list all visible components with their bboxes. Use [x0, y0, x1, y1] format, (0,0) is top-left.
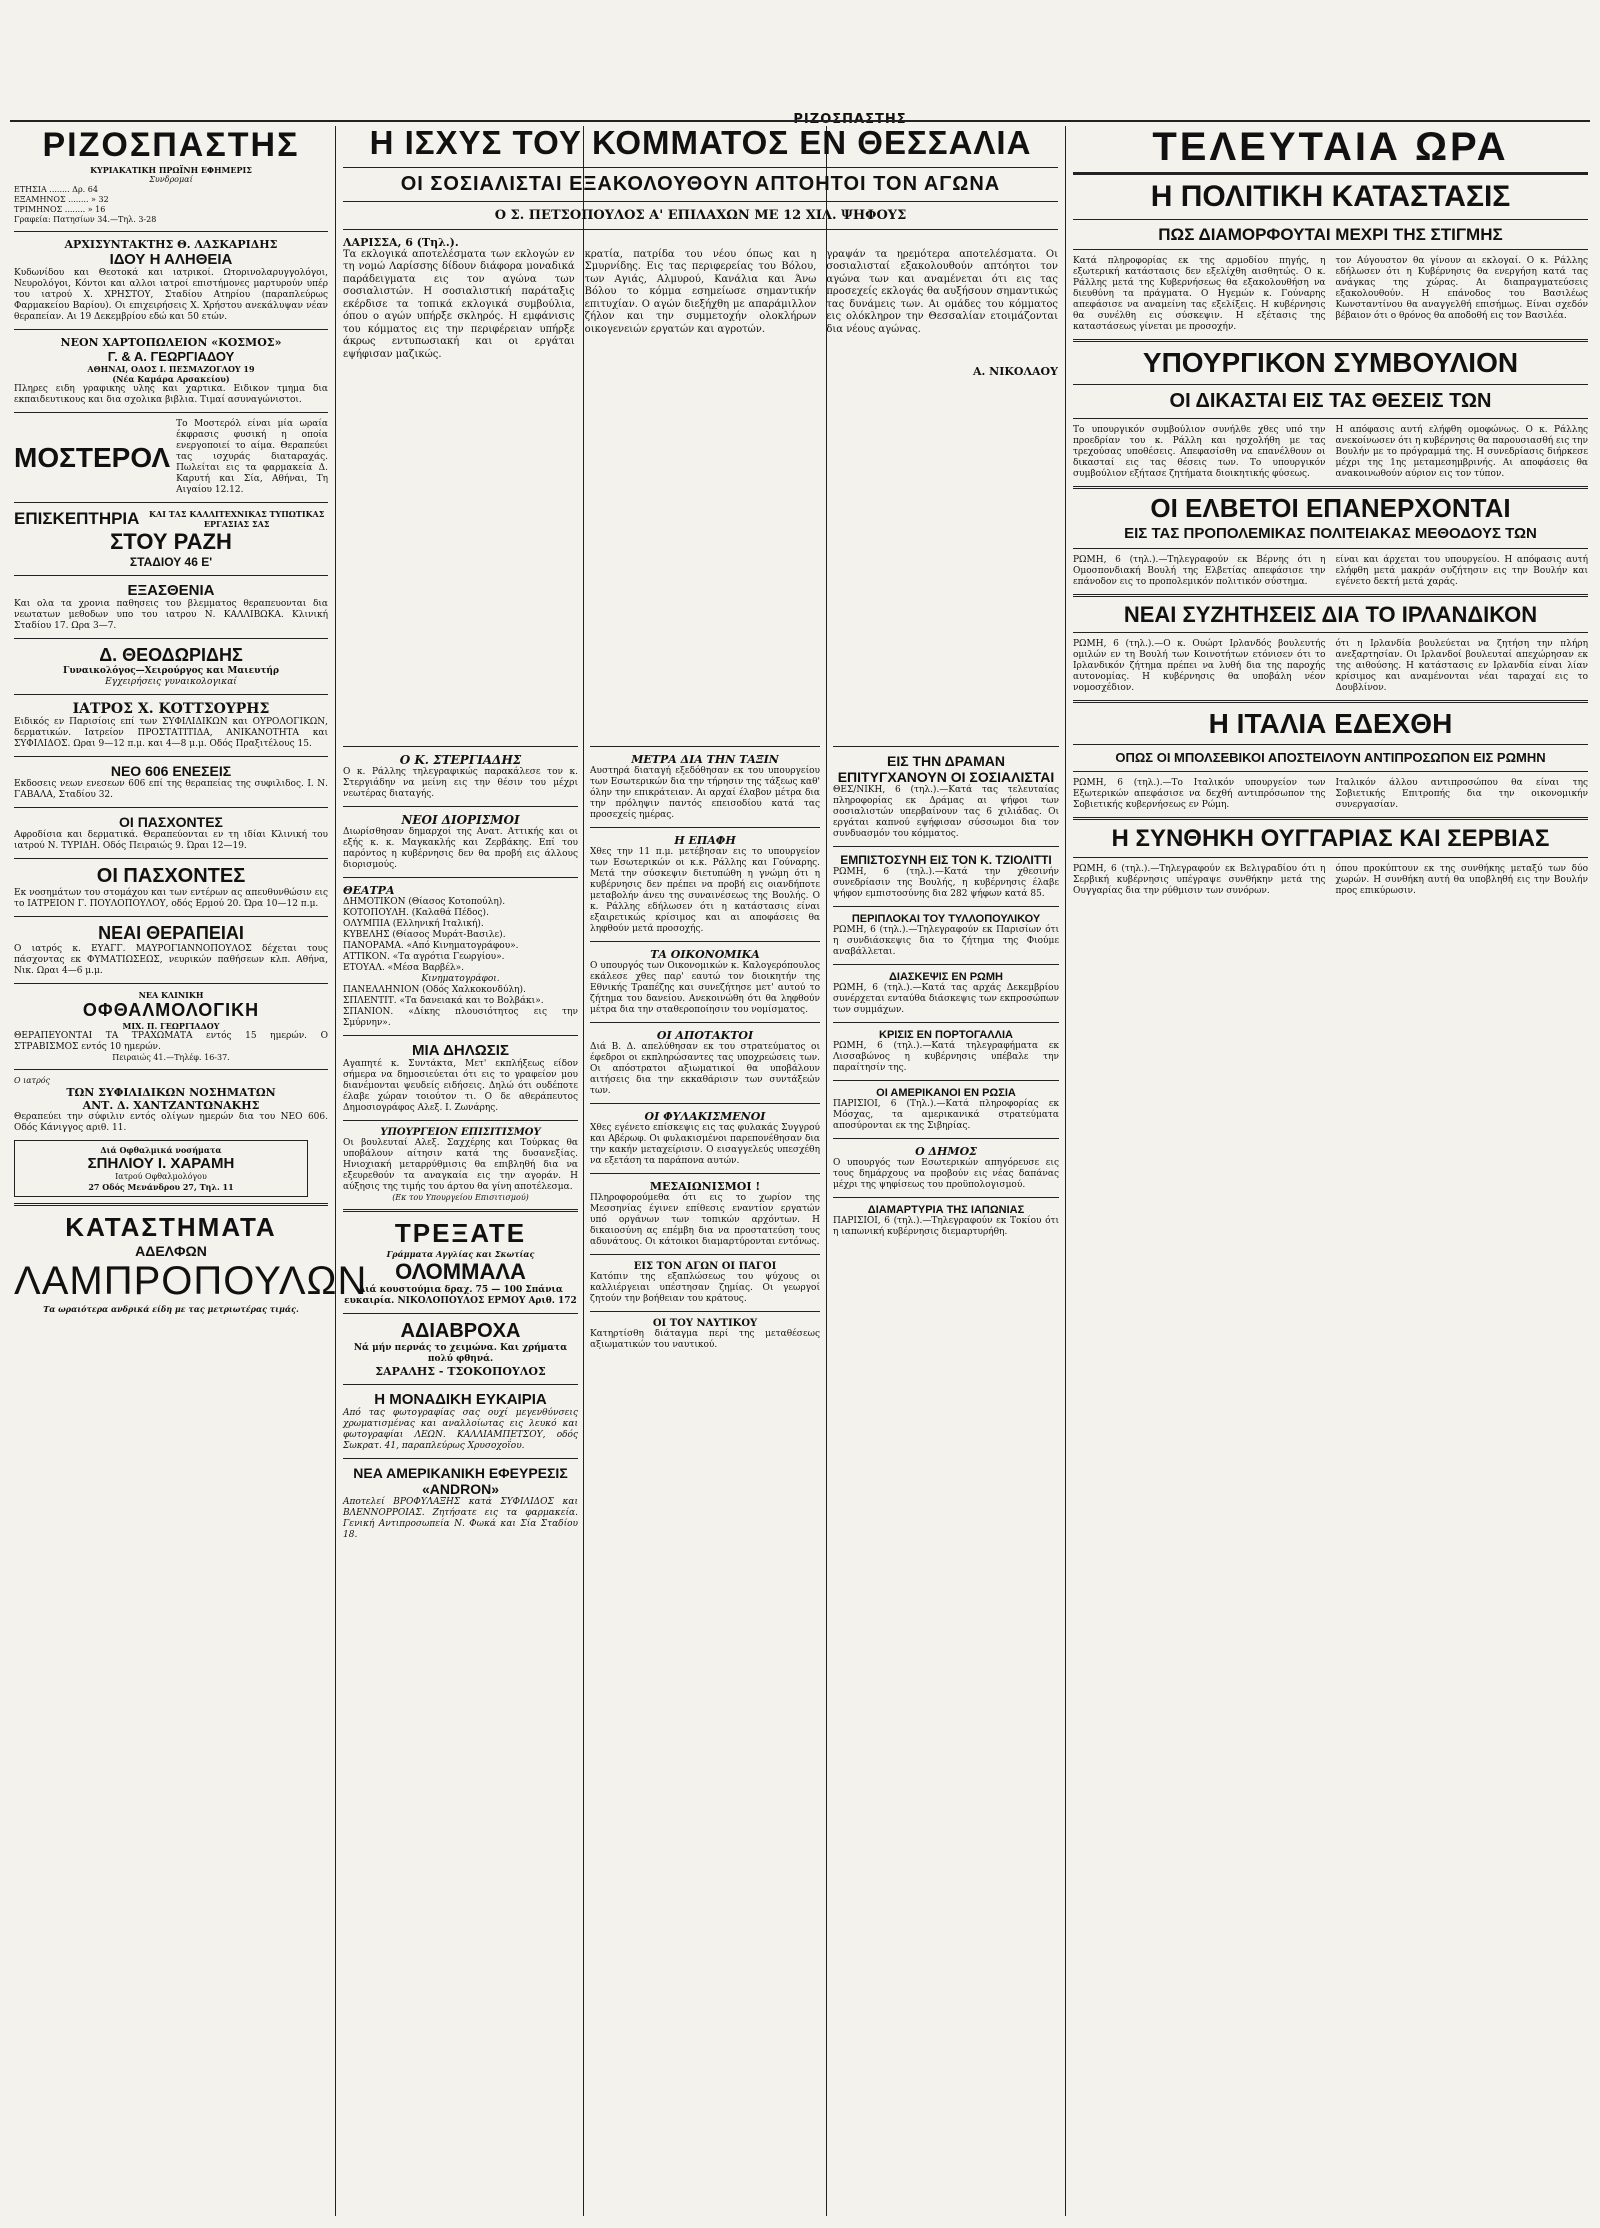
theatre-line: ΠΑΝΕΛΛΗΝΙΟΝ (Οδός Χαλκοκονδύλη). [343, 985, 526, 995]
subscription-heading: Συνδρομαί [149, 175, 193, 184]
lead-text-col: κρατία, πατρίδα του νέου όπως και η Σμυρνίδης. Εις τας περιφερείας του Βόλου, των Αγιάς, Αλμυρού, Κανάλια και Άνω Βόλου το κόμμα εσημείωσε σημαντικήν επιτυχίαν. Ο αγών διεξήχθη με απαράμιλλον ζήλον και την συμμετοχήν ολοκλήρων οικογενειών εργατών και αγροτών. [584, 248, 817, 335]
politics-text-col: Κατά πληροφορίας εκ της αρμοδίου πηγής, η εξωτερική κατάστασις δεν εξελίχθη αισθητώς. Ο κ. Ράλλης μετά της Κυβερνήσεως θα εξακολουθήση να διευθύνη τα πράγματα. Ο Ηγεμών κ. Γούναρης απεφάσισε να αναμείνη τας εξελίξεις. Η κυβέρνησις θα συνέλθη εις σύσκεψιν. Η εξέτασις της καταστάσεως γίνεται με προσοχήν. [1073, 256, 1326, 333]
news-stergiadis-head: Ο Κ. ΣΤΕΡΓΙΑΔΗΣ [399, 753, 522, 767]
masthead-subtitle: ΚΥΡΙΑΚΑΤΙΚΗ ΠΡΩΪΝΗ ΕΦΗΜΕΡΙΣ [90, 165, 252, 175]
news-finance-text: Ο υπουργός των Οικονομικών κ. Καλογερόπουλος εκάλεσε χθες παρ' εαυτώ τον διοικητήν της Εθνικής Τραπέζης και συνεζήτησε μετ' αυτού το ζήτημα του δανείου. Ανεκοινώθη ότι θα ληφθούν μέτρα δια την σταθεροποίησιν του νομίσματος. [590, 961, 820, 1015]
news-confidence-head: ΕΜΠΙΣΤΟΣΥΝΗ ΕΙΣ ΤΟΝ Κ. ΤΖΙΟΛΙΤΤΙ [840, 853, 1052, 867]
ad-doctor1-sub: Εγχειρήσεις γυναικολογικαί [105, 677, 237, 687]
news-japan-head: ΔΙΑΜΑΡΤΥΡΙΑ ΤΗΣ ΙΑΠΩΝΙΑΣ [867, 1204, 1025, 1216]
theatre-line: ΣΠΑΝΙΟΝ. «Δίκης πλουσιότητος εις την Σμύρνην». [343, 1007, 578, 1028]
ad-clinic-text: ΘΕΡΑΠΕΥΟΝΤΑΙ ΤΑ ΤΡΑΧΩΜΑΤΑ εντός 15 ημερών. Ο ΣΤΡΑΒΙΣΜΟΣ εντός 10 ημερών. [14, 1031, 328, 1052]
italy-text-col: ΡΩΜΗ, 6 (τηλ.).—Το Ιταλικόν υπουργείον των Εξωτερικών απεφάσισε να δεχθή αντιπρόσωπον της Σοβιετικής κυβερνήσεως εν Ρώμη. [1073, 777, 1326, 810]
ad-optic-line: ΣΠΗΛΙΟΥ Ι. ΧΑΡΑΜΗ [87, 1155, 235, 1172]
news-medieval-head: ΜΕΣΑΙΩΝΙΣΜΟΙ ! [649, 1180, 761, 1193]
theatre-line: ΟΛΥΜΠΙΑ (Ελληνική Ιταλική). [343, 919, 484, 929]
ad-mosterol-title: ΜΟΣΤΕΡΟΛ [14, 441, 171, 473]
news-complications-head: ΠΕΡΙΠΛΟΚΑΙ ΤΟΥ ΤΥΛΛΟΠΟΥΛΙΚΟΥ [851, 913, 1041, 925]
ad-stores-name: ΛΑΜΠΡΟΠΟΥΛΩΝ [14, 1259, 368, 1303]
ad-sufferers2-text: Εκ νοσημάτων του στομάχου και των εντέρων ας απευθυνθώσιν εις το ΙΑΤΡΕΙΟΝ Γ. ΠΟΥΛΟΠΟΥΛΟΥ, οδός Ερμού 20. Ώρα 10—12 π.μ. [14, 888, 328, 909]
ad-optic-box [14, 1140, 308, 1197]
ad-shop-text: Πληρες ειδη γραφικης υλης και χαρτικα. Ειδικον τμημα δια εκπαιδευτικους και δια σχολικα βιβλια. Τιμαί ασυναγώνιστοι. [14, 384, 328, 405]
italy-subheadline: ΟΠΩΣ ΟΙ ΜΠΟΛΣΕΒΙΚΟΙ ΑΠΟΣΤΕΙΛΟΥΝ ΑΝΤΙΠΡΟΣΩΠΟΝ ΕΙΣ ΡΩΜΗΝ [1115, 750, 1546, 766]
ad-shop-subtitle: (Νέα Καμάρα Αρσακείου) [112, 374, 230, 384]
theatre-line: ΕΤΟΥΑΛ. «Μέσα Βαρβέλ». [343, 963, 464, 973]
lead-story [343, 126, 1058, 746]
ad-clinic-address: Πειραιώς 41.—Τηλέφ. 16-37. [112, 1053, 230, 1062]
ad-raincoats-text: Νά μήν περνάς το χειμώνα. Και χρήματα πολύ φθηνά. [353, 1343, 568, 1364]
column-rule [1065, 126, 1066, 2216]
cabinet-text-col: Το υπουργικόν συμβούλιον συνήλθε χθες υπό την προεδρίαν του κ. Ράλλη και ησχολήθη με τας τρεχούσας υποθέσεις. Απεφασίσθη να επανέλθουν οι δικασταί εις τας θέσεις των. Το υπουργικόν συμβούλιον εξήτασε ζητήματα διοικητικής φύσεως. [1073, 424, 1326, 479]
masthead: ΡΙΖΟΣΠΑΣΤΗΣ [42, 126, 300, 164]
news-contact-text: Χθες την 11 π.μ. μετέβησαν εις το υπουργείον των Εσωτερικών οι κ.κ. Ράλλης και Γούναρης. Μετά την σύσκεψιν διετυπώθη η γνώμη ότι η κυβέρνησις δεν πρέπει να προβή εις οιανδήποτε μεταβολήν άνευ της συναινέσεως της Βουλής. Ο κ. Ράλλης εδήλωσεν ότι η κατάστασις είναι εξαιρετικώς κρίσιμος και αι αποφάσεις θα ληφθούν μετά προσοχής. [590, 847, 820, 934]
theatre-line: ΣΠΛΕΝΤΙΤ. «Τα δανειακά και το Βολβάκι». [343, 996, 544, 1006]
ad-doctor1-name: Δ. ΘΕΟΔΩΡΙΔΗΣ [99, 645, 243, 665]
news-frost-head: ΕΙΣ ΤΟΝ ΑΓΩΝ ΟΙ ΠΑΓΟΙ [633, 1261, 777, 1272]
theatre-line: ΚΥΒΕΛΗΣ (Θίασος Μυράτ-Βασιλε). [343, 930, 506, 940]
ad-run-text: Διά κουστούμια δραχ. 75 — 100 Σπάνια ευκαιρία. ΝΙΚΟΛΟΠΟΥΛΟΣ ΕΡΜΟΥ Αριθ. 172 [344, 1285, 577, 1306]
ad-treatments-title: ΝΕΑΙ ΘΕΡΑΠΕΙΑΙ [98, 923, 244, 943]
ad-sufferers-title: ΟΙ ΠΑΣΧΟΝΤΕΣ [119, 814, 223, 830]
news-prisoners-head: ΟΙ ΦΥΛΑΚΙΣΜΕΝΟΙ [644, 1110, 766, 1123]
ad-raincoats-title: ΑΔΙΑΒΡΟΧΑ [400, 1320, 521, 1342]
ad-treatments-text: Ο ιατρός κ. ΕΥΑΓΓ. ΜΑΥΡΟΓΙΑΝΝΟΠΟΥΛΟΣ δέχεται τους πάσχοντας εκ ΦΥΜΑΤΙΩΣΕΩΣ, νευρικών παθήσεων κλπ. Αθήνα, Νικ. Ωραι 4—6 μ.μ. [14, 944, 328, 976]
ad-clinic-doctor: ΜΙΧ. Π. ΓΕΩΡΓΙΑΔΟΥ [122, 1021, 220, 1031]
news-japan-text: ΠΑΡΙΣΙΟΙ, 6 (τηλ.).—Τηλεγραφούν εκ Τοκίου ότι η ιαπωνική κυβέρνησις διεμαρτυρήθη. [833, 1216, 1059, 1237]
news-frost-text: Κατόπιν της εξαπλώσεως του ψύχους οι καλλιέργειαι υπέστησαν ζημίας. Οι γεωργοί ζητούν την βοήθειαν του κράτους. [590, 1272, 820, 1304]
news-complications-text: ΡΩΜΗ, 6 (τηλ.).—Τηλεγραφούν εκ Παρισίων ότι η συνδιάσκεψις δια το ζήτημα της Φιούμε αναβάλλεται. [833, 925, 1059, 957]
lead-subheadline: ΟΙ ΣΟΣΙΑΛΙΣΤΑΙ ΕΞΑΚΟΛΟΥΘΟΥΝ ΑΠΤΟΗΤΟΙ ΤΟΝ ΑΓΩΝΑ [400, 172, 1001, 195]
news-drama-text: ΘΕΣ/ΝΙΚΗ, 6 (τηλ.).—Κατά τας τελευταίας πληροφορίας εκ Δράμας αι ψήφοι των σοσιαλιστών υπερβαίνουν τας 6 χιλιάδας. Οι εργάται καπνού εψήφισαν σύσσωμοι δια τον συνδυασμόν του κόμματος. [833, 785, 1059, 839]
politics-text-col: τον Αύγουστον θα γίνουν αι εκλογαί. Ο κ. Ράλλης εδήλωσεν ότι η Κυβέρνησις θα ενεργήση κατά τας ανάγκας της χώρας. Αι διαπραγματεύσεις εξακολουθούν. Η επάνοδος του Βασιλέως Κωνσταντίνου θα αναγγελθή επισήμως. Είναι σχεδόν βέβαιον ότι ο θρόνος θα αποδοθή εις τον Βασιλέα. [1335, 256, 1588, 322]
subscription-rate: ΤΡΙΜΗΝΟΣ ........ » 16 [14, 205, 106, 214]
news-order-head: ΜΕΤΡΑ ΔΙΑ ΤΗΝ ΤΑΞΙΝ [631, 753, 779, 766]
lead-deck: Ο Σ. ΠΕΤΣΟΠΟΥΛΟΣ Α' ΕΠΙΛΑΧΩΝ ΜΕ 12 ΧΙΛ. ΨΗΦΟΥΣ [494, 207, 907, 223]
ad-mosterol-text: Το Μοστερόλ είναι μία ωραία έκφρασις φυσική η οποία ενεργοποιεί το αίμα. Θεραπεύει τας ισχυράς διαταραχάς. Πωλείται εις τα φαρμακεία Δ. Καρυτή και Σία, Αθήναι, Τη Αιγαίου 12.12. [176, 419, 328, 495]
treaty-text-col: όπου προκύπτουν εκ της συνθήκης μεταξύ των δύο χωρών. Η συνθήκη αυτή θα υποβληθή εις την Βουλήν προς επικύρωσιν. [1335, 864, 1588, 897]
ad-clinic-title: ΟΦΘΑΛΜΟΛΟΓΙΚΗ [82, 1000, 260, 1020]
politics-headline: Η ΠΟΛΙΤΙΚΗ ΚΑΤΑΣΤΑΣΙΣ [1150, 180, 1511, 213]
news-navy-text: Κατηρτίσθη διάταγμα περί της μεταθέσεως αξιωματικών του ναυτικού. [590, 1329, 820, 1350]
swiss-subheadline: ΕΙΣ ΤΑΣ ΠΡΟΠΟΛΕΜΙΚΑΣ ΠΟΛΙΤΕΙΑΚΑΣ ΜΕΘΟΔΟΥΣ ΤΩΝ [1124, 525, 1537, 543]
right-column [1073, 126, 1588, 2221]
lead-dateline: ΛΑΡΙΣΣΑ, 6 (Τηλ.). [343, 235, 459, 249]
ad-sufferers-text: Αφροδίσια και δερματικά. Θεραπεύονται εν τη ιδίαι Κλινική του ιατρού Ν. ΤΥΡΙΔΗ. Οδός Πειραιώς 9. Ώραι 12—19. [14, 830, 328, 851]
subscription-rate: ΕΤΗΣΙΑ ........ Δρ. 64 [14, 185, 98, 194]
cabinet-text-col: Η απόφασις αυτή ελήφθη ομοφώνως. Ο κ. Ράλλης ανεκοίνωσεν ότι η κυβέρνησις θα παρουσιασθή εις την Βουλήν με το πρόγραμμά της. Η συνεδρίασις διήρκεσε μέχρι της 1ης μεταμεσημβρινής. Αι αποφάσεις θα ανακοινωθούν αύριον εις τον τύπον. [1335, 424, 1588, 479]
lead-byline: Α. ΝΙΚΟΛΑΟΥ [972, 365, 1058, 379]
ad-stores-tagline: Τα ωραιότερα ανδρικά είδη με τας μετριωτέρας τιμάς. [43, 1304, 299, 1314]
middle-column [590, 740, 820, 2220]
ad-cards-address: ΣΤΑΔΙΟΥ 46 Ε' [129, 555, 213, 569]
ministry-source: (Εκ του Υπουργείου Επισιτισμού) [392, 1193, 529, 1202]
news-americans-head: ΟΙ ΑΜΕΡΙΚΑΝΟΙ ΕΝ ΡΩΣΙΑ [876, 1087, 1016, 1099]
ad-syph-pre: Ο ιατρός [14, 1076, 51, 1085]
news-appointments-text: Διωρίσθησαν δημαρχοί της Ανατ. Αττικής και οι εξής κ. κ. Μαγκακλής και Ζερβάκης. Επί του παρόντος η κυβέρνησις δεν θα προβή εις άλλους διορισμούς. [343, 827, 578, 870]
treaty-headline: Η ΣΥΝΘΗΚΗ ΟΥΓΓΑΡΙΑΣ ΚΑΙ ΣΕΡΒΙΑΣ [1111, 824, 1550, 852]
ad-raincoats-name: ΣΑΡΑΛΗΣ - ΤΣΟΚΟΠΟΥΛΟΣ [375, 1365, 546, 1378]
news-drama-head: ΕΙΣ ΤΗΝ ΔΡΑΜΑΝ ΕΠΙΤΥΓΧΑΝΟΥΝ ΟΙ ΣΟΣΙΑΛΙΣΤΑΙ [837, 753, 1055, 785]
ad-clinic-pre: ΝΕΑ ΚΛΙΝΙΚΗ [138, 990, 204, 1000]
ad-606-title: ΝΕΟ 606 ΕΝΕΣΕΙΣ [110, 763, 232, 779]
ad-cards-title: ΕΠΙΣΚΕΠΤΗΡΙΑ [14, 509, 140, 528]
swiss-text-col: είναι και άρχεται του υπουργείου. Η απόφασις αυτή ελήφθη μετά μακράν συζήτησιν εις την Βουλήν και εγένετο δεκτή μετά χαράς. [1335, 554, 1588, 587]
ad-optic-line: Ιατρού Οφθαλμολόγου [115, 1172, 207, 1181]
news-municipality-text: Ο υπουργός των Εσωτερικών απηγόρευσε εις τους δημάρχους να προβούν εις νέας δαπάνας μέχρι της ψηφίσεως του προϋπολογισμού. [833, 1158, 1059, 1190]
ad-shop-address: ΑΘΗΝΑΙ, ΟΔΟΣ Ι. ΠΕΣΜΑΖΟΓΛΟΥ 19 [87, 364, 255, 374]
ad-run-title: ΤΡΕΞΑΤΕ [394, 1218, 527, 1248]
ad-sufferers2-title: ΟΙ ΠΑΣΧΟΝΤΕΣ [96, 865, 246, 887]
office-address: Γραφεία: Πατησίων 34.—Τηλ. 3-28 [14, 215, 157, 224]
right-middle-column [833, 740, 1059, 2220]
news-confidence-text: ΡΩΜΗ, 6 (τηλ.).—Κατά την χθεσινήν συνεδρίασιν της Βουλής, η κυβέρνησις έλαβε ψήφον εμπιστοσύνης δια 282 ψήφων κατά 85. [833, 867, 1059, 899]
top-rule [10, 120, 1590, 122]
treaty-text-col: ΡΩΜΗ, 6 (τηλ.).—Τηλεγραφούν εκ Βελιγραδίου ότι η Σερβική κυβέρνησις υπέγραψε συνθήκην μετά της Ουγγαρίας δια την ρύθμισιν των συνόρων. [1073, 864, 1326, 897]
ad-optic-line: 27 Οδός Μενάνδρου 27, Τηλ. 11 [88, 1182, 234, 1192]
ad-stores-sub: ΑΔΕΛΦΩΝ [135, 1243, 207, 1259]
ad-doctor2-name: ΙΑΤΡΟΣ Χ. ΚΟΤΤΣΟΥΡΗΣ [72, 701, 270, 717]
ad-606-text: Εκδοσεις νεων ενεσεων 606 επί της θεραπείας της συφιλιδος. Ι. Ν. ΓΑΒΑΛΑ, Σταδίου 32. [14, 779, 328, 800]
lead-headline: Η ΙΣΧΥΣ ΤΟΥ ΚΟΜΜΑΤΟΣ ΕΝ ΘΕΣΣΑΛΙΑ [369, 124, 1032, 161]
news-appointments-head: ΝΕΟΙ ΔΙΟΡΙΣΜΟΙ [401, 813, 520, 827]
ad-truth-title: ΙΔΟΥ Η ΑΛΗΘΕΙΑ [109, 251, 233, 268]
news-rome-conference-head: ΔΙΑΣΚΕΨΙΣ ΕΝ ΡΩΜΗ [888, 971, 1003, 983]
ad-andron-title: ΝΕΑ ΑΜΕΡΙΚΑΝΙΚΗ ΕΦΕΥΡΕΣΙΣ «ANDRON» [353, 1465, 568, 1497]
ministry-text: Οι βουλευταί Αλεξ. Σαχχέρης και Τούρκας θα υποβάλουν αίτησιν κατά της δυσανεξίας. Ηνιοχιακή μεταρρύθμισις θα επιβληθή δια να εξευρεθούν τα αναγκαία εις την αγοράν. Η αύξησις της τιμής του άρτου θα γίνη αποτέλεσμα. [343, 1138, 578, 1192]
running-head: ΡΙΖΟΣΠΑΣΤΗΣ [793, 112, 907, 127]
cabinet-subheadline: ΟΙ ΔΙΚΑΣΤΑΙ ΕΙΣ ΤΑΣ ΘΕΣΕΙΣ ΤΩΝ [1169, 389, 1492, 412]
news-municipality-head: Ο ΔΗΜΟΣ [915, 1145, 977, 1158]
ireland-headline: ΝΕΑΙ ΣΥΖΗΤΗΣΕΙΣ ΔΙΑ ΤΟ ΙΡΛΑΝΔΙΚΟΝ [1123, 601, 1538, 627]
ad-syph-text: Θεραπεύει την σύφιλιν εντός ολίγων ημερών δια του NEO 606. Οδός Κάνιγγος αριθ. 11. [14, 1112, 328, 1133]
ad-syph-title: ΤΩΝ ΣΥΦΙΛΙΔΙΚΩΝ ΝΟΣΗΜΑΤΩΝ [66, 1086, 276, 1099]
news-medieval-text: Πληροφορούμεθα ότι εις το χωρίον της Μεσσηνίας έγινεν επίθεσις εναντίον εργατών υπό οργάνων των τοπικών αρχόντων. Η δικαιοσύνη ας επέμβη δια να προστατεύση τους αδυνάτους. Οι κάτοικοι διαμαρτύρονται εντόνως. [590, 1193, 820, 1247]
news-order-text: Αυστηρά διαταγή εξεδόθησαν εκ του υπουργείου των Εσωτερικών δια την τήρησιν της τάξεως καθ' όλην την επικράτειαν. Αι αρχαί έλαβον μέτρα δια την πρόληψιν παντός επεισοδίου κατά τας προσεχείς ημέρας. [590, 766, 820, 820]
ad-opportunity-text: Από τας φωτογραφίας σας ουχί μεγενθύνσεις χρωματισμένας και αναλλοίωτας εις λευκό και φωτογραφίαι ΛΕΩΝ. ΚΑΛΛΙΑΜΠΕΤΣΟΥ, οδός Σωκρατ. 41, παραπλεύρως Χρυσοχοΐου. [343, 1408, 578, 1451]
theatre-line: ΠΑΝΟΡΑΜΑ. «Από Κινηματογράφου». [343, 941, 519, 951]
politics-subheadline: ΠΩΣ ΔΙΑΜΟΡΦΟΥΤΑΙ ΜΕΧΡΙ ΤΗΣ ΣΤΙΓΜΗΣ [1158, 224, 1503, 244]
news-navy-head: ΟΙ ΤΟΥ ΝΑΥΤΙΚΟΥ [652, 1318, 758, 1329]
center-left-column [343, 740, 578, 2220]
theatre-line: ΑΤΤΙΚΟΝ. «Τα αγρότια Γεωργίου». [343, 952, 505, 962]
ad-doctor1-spec: Γυναικολόγος—Χειρούργος και Μαιευτήρ [63, 666, 279, 676]
theatre-line: Κινηματογράφοι. [421, 974, 500, 984]
column-rule [335, 126, 336, 2216]
ad-eye-text: Και ολα τα χρονια παθησεις του βλεμματος θεραπευονται δια νεωτατων μεθοδων υπο του ιατρου Ν. ΚΑΛΛΙΒΩΚΑ. Κλινική Σταδίου 17. Ωρα 3—7. [14, 599, 328, 631]
news-portugal-head: ΚΡΙΣΙΣ ΕΝ ΠΟΡΤΟΓΑΛΛΙΑ [879, 1029, 1013, 1041]
swiss-headline: ΟΙ ΕΛΒΕΤΟΙ ΕΠΑΝΕΡΧΟΝΤΑΙ [1150, 492, 1511, 523]
news-stergiadis-text: Ο κ. Ράλλης τηλεγραφικώς παρακάλεσε τον κ. Στεργιάδην να μείνη εις την θέσιν του μέχρι νεωτέρας διαταγής. [343, 767, 578, 799]
editor-line: ΑΡΧΙΣΥΝΤΑΚΤΗΣ Θ. ΛΑΣΚΑΡΙΔΗΣ [64, 238, 278, 251]
ad-shop-title: ΝΕΟΝ ΧΑΡΤΟΠΩΛΕΙΟΝ «ΚΟΣΜΟΣ» [60, 336, 282, 349]
ireland-text-col: ΡΩΜΗ, 6 (τηλ.).—Ο κ. Ουώρτ Ιρλανδός βουλευτής ομιλών εν τη Βουλή των Κοινοτήτων ετόνισεν ότι το Ιρλανδικόν ζήτημα πρέπει να λυθή δια της παροχής αυτονομίας. Η κυβέρνησις θα υποβάλη νέον νομοσχέδιον. [1073, 638, 1326, 693]
italy-headline: Η ΙΤΑΛΙΑ ΕΔΕΧΘΗ [1208, 707, 1453, 739]
news-portugal-text: ΡΩΜΗ, 6 (τηλ.).—Κατά τηλεγραφήματα εκ Λισσαβώνος η κυβέρνησις υπέβαλε την παραίτησίν της. [833, 1041, 1059, 1073]
news-americans-text: ΠΑΡΙΣΙΟΙ, 6 (Τηλ.).—Κατά πληροφορίας εκ Μόσχας, τα αμερικανικά στρατεύματα αποσύρονται εκ της Σιβηρίας. [833, 1099, 1059, 1131]
lead-text-col: γραψάν τα ηρεμότερα αποτελέσματα. Οι σοσιαλισταί εξακολουθούν απτόητοι τον αγώνα των και αναμένεται ότι εις τας προσεχείς εκλογάς θα αυξήσουν σημαντικώς τας δυνάμεις των. Αι ομάδες του κόμματος εις ολόκληρον την Θεσσαλίαν ετοιμάζονται δια νέους αγώνας. [826, 248, 1059, 335]
news-discharged-head: ΟΙ ΑΠΟΤΑΚΤΟΙ [656, 1029, 754, 1042]
cabinet-headline: ΥΠΟΥΡΓΙΚΟΝ ΣΥΜΒΟΥΛΙΟΝ [1142, 347, 1519, 379]
ad-stores-title: ΚΑΤΑΣΤΗΜΑΤΑ [65, 1212, 277, 1242]
news-discharged-text: Διά Β. Δ. απελύθησαν εκ του στρατεύματος οι έφεδροι οι εκπληρώσαντες τας υποχρεώσεις των. Οι απόστρατοι αξιωματικοί θα υποβάλουν αιτήσεις δια την εκκαθάρισιν των συντάξεών των. [590, 1042, 820, 1096]
lead-text-col: Τα εκλογικά αποτελέσματα των εκλογών εν τη νομώ Λαρίσσης δίδουν διάφορα μοναδικά παράδειγματα εις τον αγώνα των σοσιαλιστών. Η σοσιαλιστική παράταξις εκέρδισε τα τοπικά εκλογικά συμβούλια, όπου ο αγών υπήρξε σκληρός. Η εμφάνισις του κόμματος εις την περιφέρειαν υπήρξε άκρως εντυπωσιακή και οι εργάται εψήφισαν μαζικώς. [343, 248, 575, 360]
ad-doctor2-text: Ειδικός εν Παρισίοις επί των ΣΥΦΙΛΙΔΙΚΩΝ και ΟΥΡΟΛΟΓΙΚΩΝ, δερματικών. Ιατρείον ΠΡΟΣΤΑΤΙΤΙΔΑ, ΑΝΙΚΑΝΟΤΗΤΑ και ΣΥΦΙΛΙΔΟΣ. Ωραι 9—12 π.μ. και 4—8 μ.μ. Οδός Πραξιτέλους 15. [14, 717, 328, 749]
notice-head: ΜΙΑ ΔΗΛΩΣΙΣ [412, 1042, 509, 1059]
ad-cards-side: ΚΑΙ ΤΑΣ ΚΑΛΛΙΤΕΧΝΙΚΑΣ ΤΥΠΩΤΙΚΑΣ ΕΡΓΑΣΙΑΣ ΣΑΣ [149, 509, 325, 529]
ad-truth-text: Κυδωνίδου και Θεοτοκά και ιατρικοί. Ωτορινολαρυγγολόγοι, Νευρολόγοι, Κόντοι και αλλοι ιατροί επιστήμονες μαρτυρούν υπέρ του ιατρού Χ. ΧΡΗΣΤΟΥ, Σταδίου Ατηρίου (παραπλεύρως Φαρμακείου Βαρίου). Οι επιχειρήσεις Χ. Χρήστου ανεκάλυψαν νέαν θεραπείαν. Αι 19 Δεκεμβρίου εδώ και 50 ετών. [14, 268, 328, 322]
ad-eye-title: ΕΞΑΣΘΕΝΙΑ [127, 582, 215, 599]
news-contact-head: Η ΕΠΑΦΗ [674, 834, 736, 847]
ad-shop-owner: Γ. & Α. ΓΕΩΡΓΙΑΔΟΥ [107, 349, 235, 364]
ad-optic-line: Διά Οφθαλμικά νοσήματα [100, 1145, 222, 1155]
subscription-rate: ΕΞΑΜΗΝΟΣ ........ » 32 [14, 195, 109, 204]
ad-cards-where: ΣΤΟΥ ΡΑΖΗ [110, 529, 232, 554]
ad-opportunity-title: Η ΜΟΝΑΔΙΚΗ ΕΥΚΑΙΡΙΑ [374, 1391, 547, 1408]
swiss-text-col: ΡΩΜΗ, 6 (τηλ.).—Τηλεγραφούν εκ Βέρνης ότι η Ομοσπονδιακή Βουλή της Ελβετίας απεφάσισε την επάνοδον εις το προπολεμικόν πολιτικόν σύστημα. [1073, 554, 1326, 587]
news-rome-conference-text: ΡΩΜΗ, 6 (τηλ.).—Κατά τας αρχάς Δεκεμβρίου συνέρχεται ενταύθα διάσκεψις των εκπροσώπων των συμμάχων. [833, 983, 1059, 1015]
ministry-head: ΥΠΟΥΡΓΕΙΟΝ ΕΠΙΣΙΤΙΣΜΟΥ [380, 1127, 541, 1138]
theatre-line: ΚΟΤΟΠΟΥΛΗ. (Καλαθά Πέδος). [343, 908, 489, 918]
ad-run-sub: Γράμματα Αγγλίας και Σκωτίας [386, 1249, 535, 1259]
ad-syph-doctor: ΑΝΤ. Δ. ΧΑΝΤΖΑΝΤΩΝΑΚΗΣ [82, 1099, 260, 1112]
last-hour-banner: ΤΕΛΕΥΤΑΙΑ ΩΡΑ [1073, 126, 1588, 175]
italy-text-col: Ιταλικόν άλλου αντιπροσώπου θα είναι της Σοβιετικής Επιτροπής δια την οικονομικήν συνεργασίαν. [1335, 777, 1588, 810]
notice-text: Αγαπητέ κ. Συντάκτα, Μετ' εκπλήξεως είδον σήμερα να δημοσιεύεται ότι εις το γραφείον μου διανέμονται ψευδείς ειδήσεις. Δηλώ ότι ουδέποτε έλαβε χώραν τοιούτον τι. Ο δε αθεράπευτος Δημοσιογράφος Αλεξ. Ι. Ζωνάρης. [343, 1059, 578, 1113]
ireland-text-col: ότι η Ιρλανδία βουλεύεται να ζητήση την πλήρη ανεξαρτησίαν. Οι Ιρλανδοί βουλευταί απεχώρησαν εκ της αιθούσης. Η κατάστασις εν Ιρλανδία είναι λίαν κρίσιμος και αναμένονται νέαι ταραχαί εις το Δουβλίνον. [1335, 638, 1588, 693]
ad-andron-text: Αποτελεί ΒΡΟΦΥΛΑΞΗΣ κατά ΣΥΦΙΛΙΔΟΣ και ΒΛΕΝΝΟΡΡΟΙΑΣ. Ζητήσατε εις τα φαρμακεία. Γενική Αντιπροσωπεία Ν. Φωκά και Σία Σταδίου 18. [343, 1497, 578, 1540]
theatre-line: ΔΗΜΟΤΙΚΟΝ (Θίασος Κοτοπούλη). [343, 897, 506, 907]
theatres-head: ΘΕΑΤΡΑ [343, 884, 395, 897]
ad-run-main: ΟΛΟΜΜΑΛΑ [395, 1259, 526, 1284]
news-prisoners-text: Χθες εγένετο επίσκεψις εις τας φυλακάς Συγγρού και Αβέρωφ. Οι φυλακισμένοι παρεπονέθησαν δια την κακήν μεταχείρισιν. Ο εισαγγελεύς υπεσχέθη να εξετάση τα παράπονα αυτών. [590, 1123, 820, 1166]
news-finance-head: ΤΑ ΟΙΚΟΝΟΜΙΚΑ [650, 948, 760, 961]
left-column [14, 126, 368, 2221]
